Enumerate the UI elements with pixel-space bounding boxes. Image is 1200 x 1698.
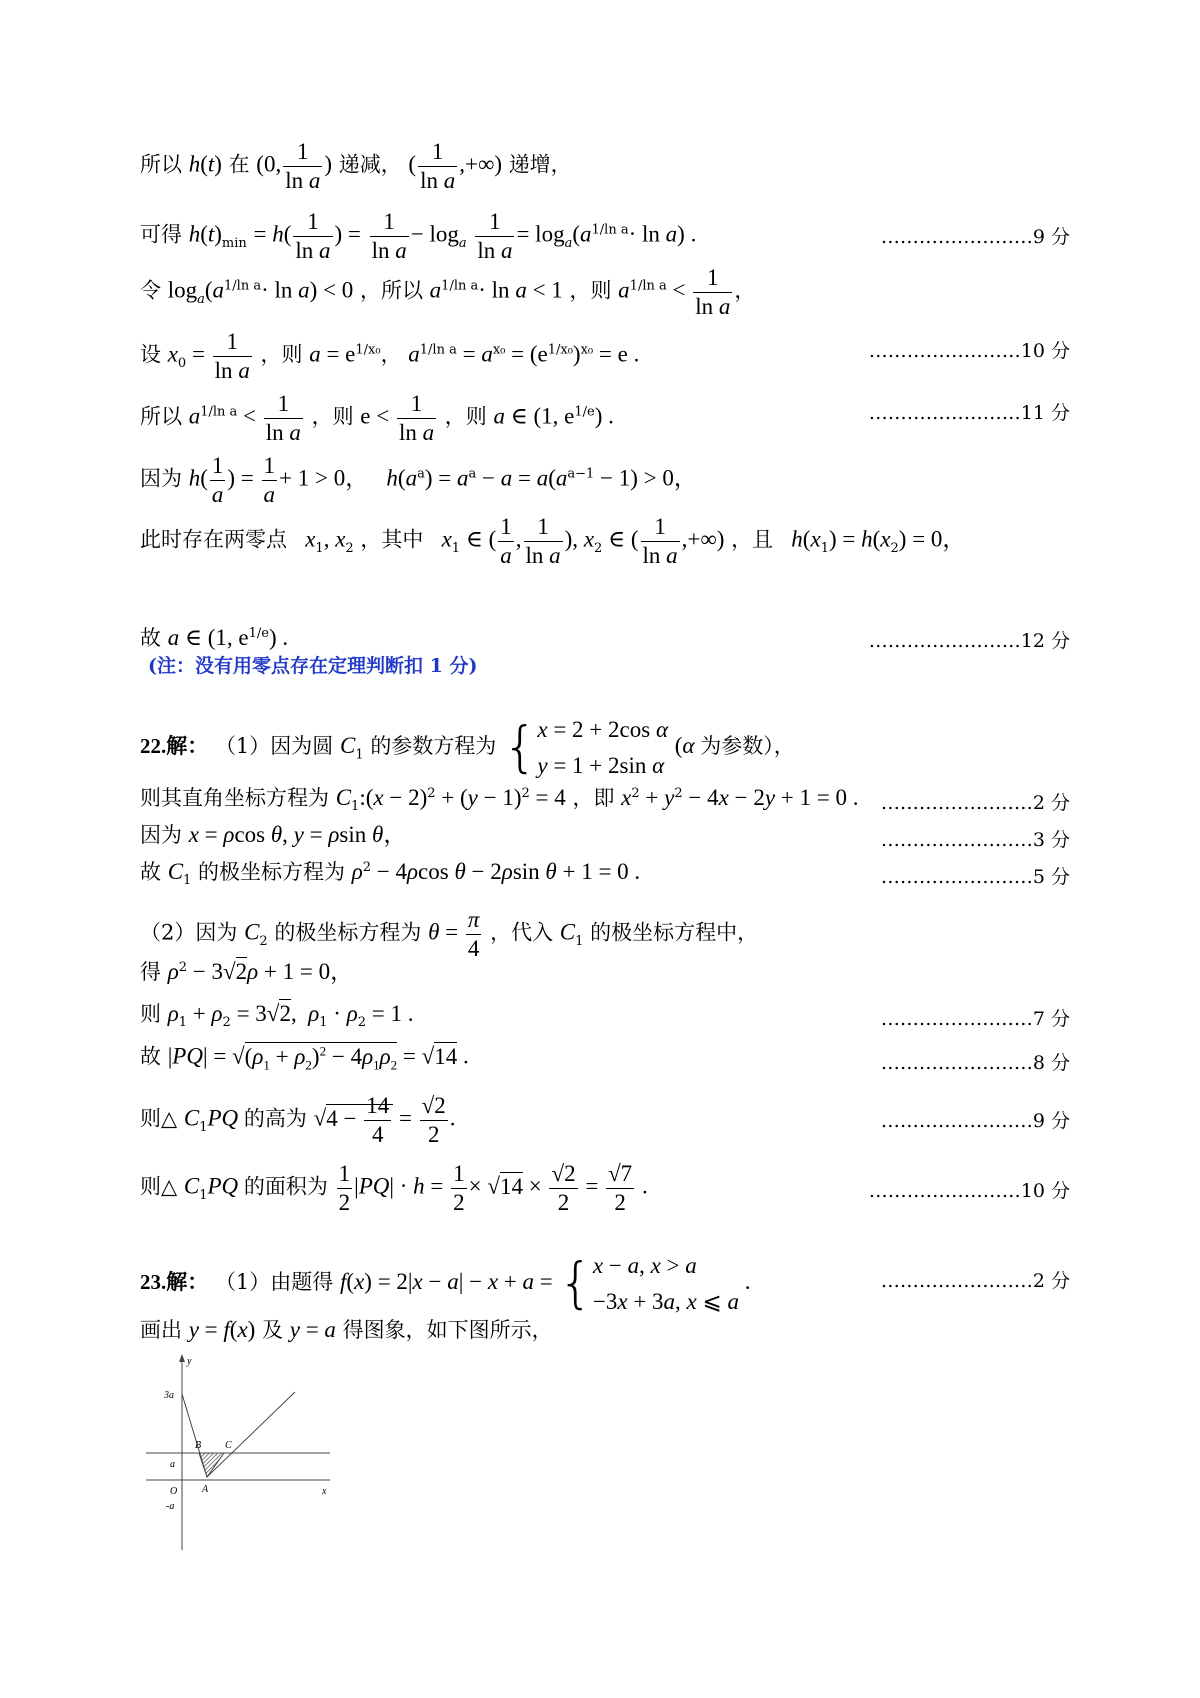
label-x: x bbox=[322, 1486, 327, 1497]
label-O: O bbox=[170, 1486, 178, 1497]
label-y: y bbox=[187, 1356, 192, 1367]
y-axis-arrow bbox=[179, 1354, 185, 1362]
score: ……………………7 分 bbox=[880, 1008, 1070, 1030]
q22-line-6: 得 $\rho^2 - 3√2\rho + 1 = 0$， bbox=[140, 959, 354, 984]
label-C: C bbox=[225, 1440, 232, 1451]
score: ……………………11 分 bbox=[868, 402, 1070, 424]
graph-f bbox=[182, 1392, 295, 1477]
shaded-triangle bbox=[199, 1453, 224, 1477]
q22-line-2: 则其直角坐标方程为 $C_1:(x - 2)^2 + (y - 1)^2 = 4$ ，即 $x^2 + y^2 - 4x - 2y + 1 = 0$ . bbox=[140, 785, 859, 815]
label-a: a bbox=[170, 1459, 175, 1470]
q23-line-1: 23.解： （1）由题得 f(x) = 2|x − a| − x + a = { x − a, x > a −3x + 3a, x ⩽ a . bbox=[140, 1251, 751, 1315]
line-8: 故 a ∈ (1, $e^{1/e}$) . bbox=[140, 625, 289, 650]
score: ……………………3 分 bbox=[880, 829, 1070, 851]
label-B: B bbox=[195, 1440, 202, 1451]
function-graph bbox=[140, 1352, 340, 1552]
q22-line-7: 则 $\rho_1 + \rho_2 = 3√2$, $\rho_1 \cdot \rho_2 = 1$ . bbox=[140, 1001, 414, 1031]
score: ……………………2 分 bbox=[880, 1270, 1070, 1292]
q23-line-2: 画出 y = f(x) 及 y = a 得图象，如下图所示， bbox=[140, 1317, 553, 1342]
line-6: 因为 h( $\frac{1}{a}$ ) = $\frac{1}{a}$ + 1 > 0， $h(a^a) = a^a - a = a(a^{a-1} - 1) > 0$， bbox=[140, 453, 697, 507]
q22-line-5: （2）因为 $C_2$ 的极坐标方程为 θ = $\frac{\pi}{4}$ ，代入 $C_1$ 的极坐标方程中， bbox=[140, 907, 759, 961]
score: ……………………10 分 bbox=[868, 340, 1070, 362]
line-2: 可得 $h(t)_{min} = h$( $\frac{1}{\text{ln a}}$ ) = $\frac{1}{\text{ln a}}$ − $\log_a$ $\frac{1}{\text{ln a}}$ = $\log_a(a^{1/ln a}\cdot \ln a)$ . bbox=[140, 209, 697, 263]
q22-line-10: 则△ $C_1PQ$ 的面积为 $\frac{1}{2}$ |PQ| · h = $\frac{1}{2}$ × √14 × $\frac{√2}{2}$ = $\frac{√7}{2}$ . bbox=[140, 1161, 648, 1215]
line-7: 此时存在两零点 $x_1$, $x_2$ ，其中 $x_1$ ∈ ( $\frac{1}{a}$ , $\frac{1}{\text{ln a}}$ ), $x_2$ ∈ ( $\frac{1}{\text{ln a}}$ ,+∞) ，且 $h(x_1) = h(x_2) = 0$， bbox=[140, 514, 966, 568]
label-3a: 3a bbox=[164, 1390, 174, 1401]
q22-line-9: 则△ $C_1PQ$ 的高为 √4 − $\frac{14}{4}$ = $\frac{√2}{2}$ . bbox=[140, 1093, 456, 1147]
label-A: A bbox=[202, 1484, 209, 1495]
q22-line-8: 故 $|PQ| = √(\rho_1 + \rho_2)^2 - 4\rho_1\rho_2 = √14$ . bbox=[140, 1043, 469, 1073]
line-4: 设 $x_0$ = $\frac{1}{\text{ln a}}$ ，则 $a = e^{1/x_0}$， $a^{1/ln a} = a^{x_0} = (e^{1/x_0})^{x_0} = e$ . bbox=[140, 329, 640, 383]
label-neg-a: -a bbox=[166, 1501, 175, 1512]
line-5: 所以 $a^{1/ln a}$ < $\frac{1}{\text{ln a}}$ ，则 e < $\frac{1}{\text{ln a}}$ ，则 a ∈ (1, $e^{1/e}$) . bbox=[140, 391, 614, 445]
score: ……………………12 分 bbox=[868, 630, 1070, 652]
q22-line-3: 因为 x = ρcos θ, y = ρsin θ， bbox=[140, 822, 407, 847]
score: ……………………9 分 bbox=[880, 226, 1070, 248]
score: ……………………8 分 bbox=[880, 1052, 1070, 1074]
q22-line-4: 故 $C_1$ 的极坐标方程为 $\rho^2 - 4\rho\cos$ θ − 2ρsin θ + 1 = 0 . bbox=[140, 859, 641, 889]
line-3: 令 $\log_a(a^{1/ln a}\cdot \ln a) < 0$ ，所以 $a^{1/ln a}\cdot \ln a < 1$ ，则 $a^{1/ln a}$ < $\frac{1}{\text{ln a}}$ ， bbox=[140, 265, 756, 319]
line-1: 所以 h(t) 在 (0, $\frac{1}{\text{ln a}}$ ) 递减， ( $\frac{1}{\text{ln a}}$ ,+∞) 递增， bbox=[140, 139, 572, 193]
q22-line-1: 22.解： （1）因为圆 $C_1$ 的参数方程为 { x = 2 + 2cos α y = 1 + 2sin α (α 为参数）， bbox=[140, 715, 795, 779]
score: ……………………9 分 bbox=[880, 1110, 1070, 1132]
note: (注：没有用零点存在定理判断扣 1 分) bbox=[148, 655, 478, 677]
score: ……………………10 分 bbox=[868, 1180, 1070, 1202]
frac: $\frac{1}{\text{ln a}}$ bbox=[420, 139, 456, 193]
score: ……………………5 分 bbox=[880, 866, 1070, 888]
frac: $\frac{1}{\text{ln a}}$ bbox=[285, 139, 321, 193]
score: ……………………2 分 bbox=[880, 792, 1070, 814]
